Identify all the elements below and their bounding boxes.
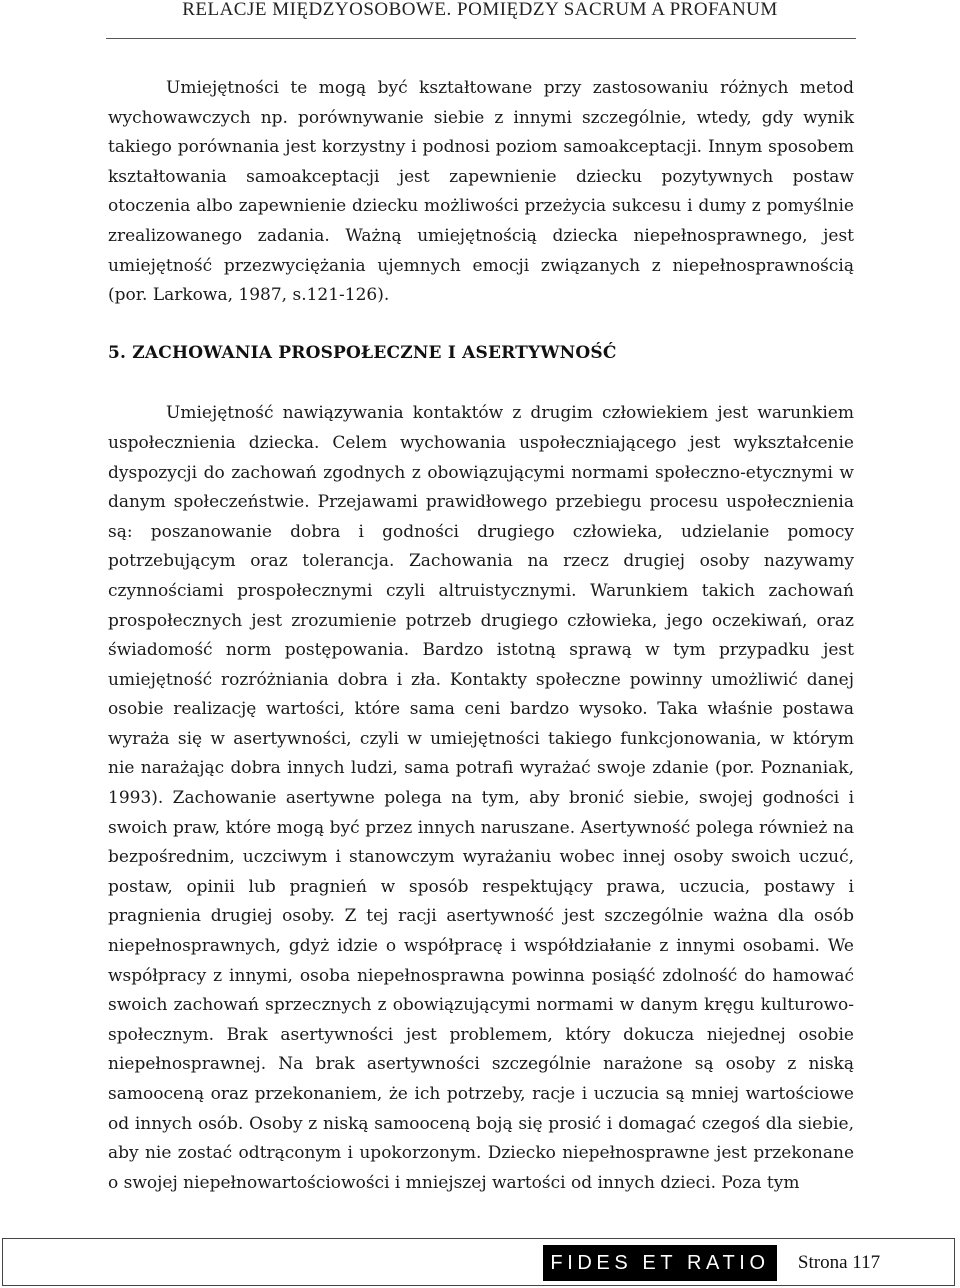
spacer [108,311,854,339]
paragraph-1: Umiejętności te mogą być kształtowane przy zastosowaniu różnych metod wychowawczych np. porównywanie siebie z innymi szczególnie, wtedy, gdy wynik takiego porównania jest korzystny i podnosi poziom samoakceptacji. Innym sposobem kształtowania samoakceptacji jest zapewnienie dziecku pozytywnych postaw otoczenia albo zapewnienie dziecku możliwości przeżycia sukcesu i dumy z pomyślnie zrealizowanego zadania. Ważną umiejętnością dziecka niepełnosprawnego, jest umiejętność przezwyciężania ujemnych emocji związanych z niepełnosprawnością (por. Larkowa, 1987, s.121-126). [108,78,854,306]
page-content [108,74,854,1198]
header-divider [106,38,856,39]
section-heading: 5. ZACHOWANIA PROSPOŁECZNE I ASERTYWNOŚĆ [108,342,617,363]
footer-brand-label: FIDES ET RATIO [543,1245,777,1281]
page-number: Strona 117 [797,1252,881,1273]
paragraph-2: Umiejętność nawiązywania kontaktów z drugim człowiekiem jest warunkiem uspołecznienia dziecka. Celem wychowania uspołeczniającego jest wykształcenie dyspozycji do zachowań zgodnych z obowiązującymi normami społeczno-etycznymi w danym społeczeństwie. Przejawami prawidłowego przebiegu procesu uspołecznienia są: poszanowanie dobra i godności drugiego człowieka, udzielanie pomocy potrzebującym oraz tolerancja. Zachowania na rzecz drugiej osoby nazywamy czynnościami prospołecznymi czyli altruistycznymi. Warunkiem takich zachowań prospołecznych jest zrozumienie potrzeb drugiego człowieka, jego oczekiwań, oraz świadomość norm postępowania. Bardzo istotną sprawą w tym przypadku jest umiejętność rozróżniania dobra i zła. Kontakty społeczne powinny umożliwić danej osobie realizację wartości, które sama ceni bardzo wysoko. Taka właśnie postawa wyraża się w asertywności, czyli w umiejętności takiego funkcjonowania, w którym nie narażając dobra innych ludzi, sama potrafi wyrażać swoje zdanie (por. Poznaniak, 1993). Zachowanie asertywne polega na tym, aby bronić siebie, swojej godności i swoich praw, które mogą być przez innych naruszane. Asertywność polega również na bezpośrednim, uczciwym i stanowczym wyrażaniu wobec innej osoby swoich uczuć, postaw, opinii lub pragnień w sposób respektujący prawa, uczucia, postawy i pragnienia drugiej osoby. Z tej racji asertywność jest szczególnie ważna dla osób niepełnosprawnych, gdyż idzie o współpracę i współdziałanie z innymi osobami. We współpracy z innymi, osoba niepełnosprawna powinna posiąść zdolność do hamować swoich zachowań sprzecznych z obowiązującymi normami w danym kręgu kulturowo-społecznym. Brak asertywności jest problemem, który dokucza niejednej osobie niepełnosprawnej. Na brak asertywności szczególnie narażone są osoby z niską samooceną oraz przekonaniem, że ich potrzeby, racje i uczucia są mniej wartościowe od innych osób. Osoby z niską samooceną boją się prosić i domagać czegoś dla siebie, aby nie zostać odtrąconym i upokorzonym. Dziecko niepełnosprawne jest przekonane o swojej niepełnowartościowości i mniejszej wartości od innych dzieci. Poza tym [108,403,854,1193]
spacer [108,368,854,399]
running-header: RELACJE MIĘDZYOSOBOWE. POMIĘDZY SACRUM A PROFANUM [182,0,778,20]
